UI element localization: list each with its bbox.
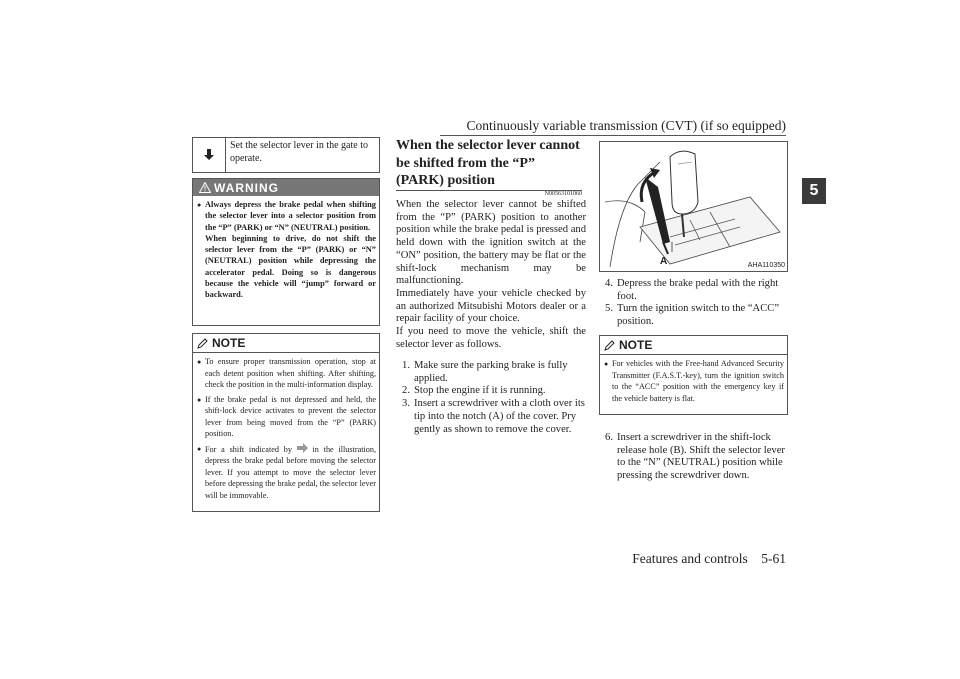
bullet-icon: ● bbox=[197, 395, 202, 404]
step-item bbox=[396, 360, 586, 385]
step-text: Insert a screwdriver with a cloth over its tip into the notch (A) of the cover. Pry gently as shown to remove the cover. bbox=[414, 398, 585, 435]
step-item bbox=[599, 278, 789, 303]
warning-label: WARNING bbox=[214, 180, 279, 195]
procedure-steps-final bbox=[599, 432, 789, 483]
step-text: Stop the engine if it is running. bbox=[414, 385, 546, 397]
step-number: 5. bbox=[605, 303, 613, 315]
step-item bbox=[396, 385, 586, 398]
note-item-text: To ensure proper transmission operation, stop at each detent position when shifting. After shifting, check the position in the multi-information display. bbox=[205, 357, 376, 389]
step-item bbox=[396, 398, 586, 436]
pencil-icon bbox=[604, 340, 616, 351]
note-header bbox=[193, 334, 379, 353]
section-body bbox=[396, 199, 586, 351]
bullet-icon: ● bbox=[197, 201, 202, 209]
shift-lever-illustration bbox=[599, 141, 788, 272]
header-divider bbox=[440, 135, 786, 136]
warning-body bbox=[193, 196, 379, 301]
note-item bbox=[197, 394, 376, 440]
warning-box bbox=[192, 178, 380, 326]
warning-item bbox=[197, 199, 376, 301]
bullet-icon: ● bbox=[604, 360, 609, 368]
section-code: N00563101060 bbox=[544, 191, 582, 197]
note-item bbox=[604, 358, 784, 404]
step-number: 1. bbox=[402, 360, 410, 371]
down-arrow-icon bbox=[193, 138, 226, 172]
step-text: Insert a screwdriver in the shift-lock release hole (B). Shift the selector lever to the “N” (NEUTRAL) position while pressing the screwdriver down. bbox=[617, 432, 785, 482]
step-text: Make sure the parking brake is fully applied. bbox=[414, 360, 568, 384]
note-box-fast-key bbox=[599, 335, 788, 415]
paragraph: If you need to move the vehicle, shift the selector lever as follows. bbox=[396, 326, 586, 350]
note-header bbox=[600, 336, 787, 355]
note-label: NOTE bbox=[619, 338, 653, 352]
arrow-instruction-text: Set the selector lever in the gate to operate. bbox=[229, 140, 368, 164]
warning-header bbox=[193, 179, 379, 196]
step-number: 4. bbox=[605, 278, 613, 289]
shift-arrow-icon bbox=[297, 443, 308, 453]
section-heading: When the selector lever cannot be shifted from the “P” (PARK) position bbox=[396, 138, 580, 188]
note-item bbox=[197, 443, 376, 502]
warning-item-text: Always depress the brake pedal when shifting the selector lever into a selector position from the “P” (PARK) or “N” (NEUTRAL) position. When beginning to drive, do not shift the selector lever from the “P” (PARK) or “N” (NEUTRAL) position while depressing the accelerator pedal. Doing so is dangerous because the vehicle will “jump” forward or backward. bbox=[205, 200, 376, 300]
step-text: Depress the brake pedal with the right foot. bbox=[617, 278, 779, 302]
illustration-code: AHA110350 bbox=[747, 262, 785, 269]
step-text: Turn the ignition switch to the “ACC” position. bbox=[617, 303, 780, 328]
step-number: 3. bbox=[402, 398, 410, 410]
step-number: 2. bbox=[402, 385, 410, 397]
page-header-title: Continuously variable transmission (CVT) (if so equipped) bbox=[466, 118, 786, 133]
paragraph: When the selector lever cannot be shifted from the “P” (PARK) position to another position while the brake pedal is pressed and held down with the ignition switch at the “ON” position, the battery may be flat or the shift-lock mechanism may be malfunctioning. bbox=[396, 199, 586, 287]
procedure-steps bbox=[396, 360, 586, 436]
step-item bbox=[599, 432, 789, 483]
callout-a-label: A bbox=[660, 256, 668, 267]
note-item-text: If the brake pedal is not depressed and held, the shift-lock device activates to prevent the selector lever from being moved from the “P” (PARK) position. bbox=[205, 394, 376, 438]
note-item-text bbox=[205, 443, 376, 502]
procedure-steps-continued bbox=[599, 278, 789, 329]
note-label: NOTE bbox=[212, 336, 246, 350]
note-box bbox=[192, 333, 380, 512]
note-body bbox=[600, 355, 787, 404]
note-item-text: For vehicles with the Free-hand Advanced Security Transmitter (F.A.S.T.-key), turn the ignition switch to the “ACC” position with the emergency key if the vehicle battery is flat. bbox=[612, 359, 784, 403]
note-item bbox=[197, 356, 376, 391]
section-tab: 5 bbox=[802, 178, 826, 204]
step-item bbox=[599, 303, 789, 328]
bullet-icon: ● bbox=[197, 444, 202, 453]
selector-lever-diagram bbox=[600, 142, 787, 271]
note-item-text-start: For a shift indicated by bbox=[205, 444, 292, 454]
step-number: 6. bbox=[605, 432, 613, 443]
arrow-instruction-box bbox=[192, 137, 380, 173]
paragraph: Immediately have your vehicle checked by an authorized Mitsubishi Motors dealer or a repair facility of your choice. bbox=[396, 287, 586, 325]
warning-triangle-icon bbox=[199, 182, 211, 193]
bullet-icon: ● bbox=[197, 358, 202, 366]
note-body bbox=[193, 353, 379, 501]
page-footer: Features and controls 5-61 bbox=[632, 551, 786, 566]
note-item-text-end: in the illustration, depress the brake pedal before moving the selector lever. If you attempt to move the selector lever before depressing the brake pedal, the selector lever will be immovable. bbox=[205, 444, 377, 500]
pencil-icon bbox=[197, 338, 209, 349]
